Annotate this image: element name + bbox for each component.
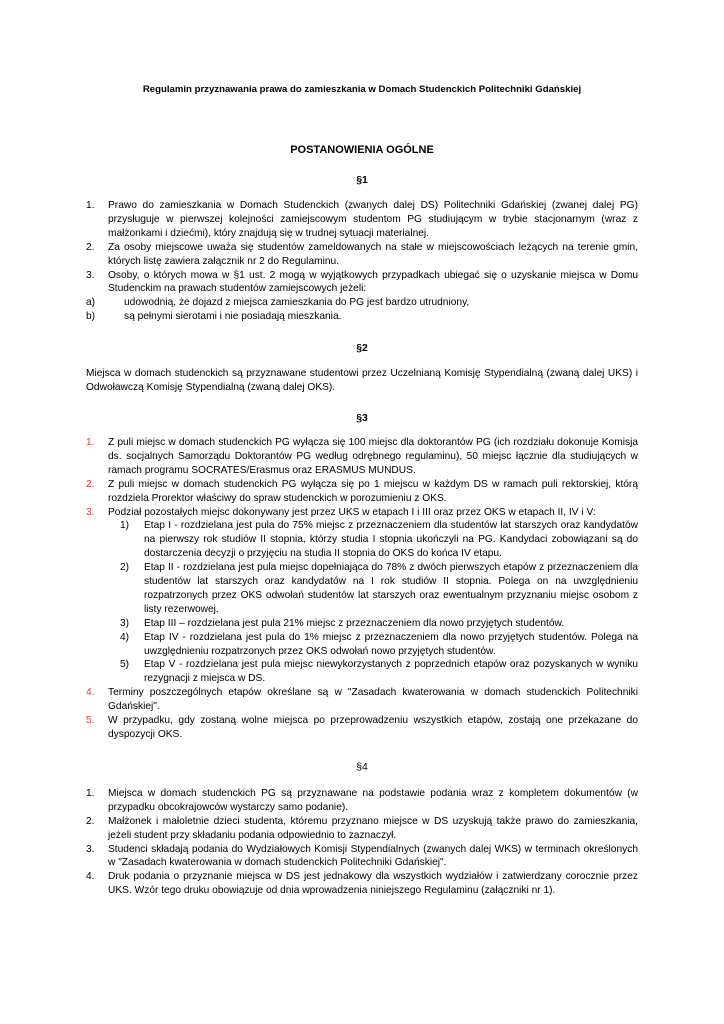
- item-text: Studenci składają podania do Wydziałowych Komisji Stypendialnych (zwanych dalej WKS) w terminach określonych w "Zasadach kwaterowania w domach studenckich Politechniki Gdańskiej".: [108, 843, 638, 869]
- list-item: [86, 870, 638, 898]
- stage-number: 2): [120, 562, 130, 574]
- sub-item: [86, 296, 638, 310]
- sub-item-text: są pełnymi sierotami i nie posiadają mieszkania.: [124, 311, 342, 323]
- list-item: [86, 199, 638, 241]
- stage-text: Etap II - rozdzielana jest pula miejsc dopełniająca do 78% z dwóch pierwszych etapów z przeznaczeniem dla studentów lat starszych oraz kandydatów na I rok studiów II stopnia. Polega on na uwzględnieniu rozpatrzonych przez OKS odwołań studentów lat starszych oraz ewentualnym przyznaniu miejsc osobom z listy rezerwowej.: [144, 562, 638, 615]
- list-item: [86, 815, 638, 843]
- item-text: Osoby, o których mowa w §1 ust. 2 mogą w wyjątkowych przypadkach ubiegać się o uzyskanie miejsca w Domu Studenckim na prawach studentów zamiejscowych jeżeli:: [108, 269, 638, 295]
- section-heading: POSTANOWIENIA OGÓLNE: [290, 144, 434, 156]
- stage-number: 5): [120, 659, 130, 671]
- sub-item: [86, 310, 638, 324]
- list-item: [86, 436, 638, 478]
- item-number: 1.: [86, 436, 95, 448]
- sub-item-text: udowodnią, że dojazd z miejsca zamieszkania do PG jest bardzo utrudniony,: [124, 297, 470, 309]
- paragraph-mark-1: §1: [356, 175, 368, 186]
- stage-number: 4): [120, 631, 130, 643]
- paragraph-mark-4: §4: [356, 761, 368, 773]
- paragraph-mark-3: §3: [356, 412, 368, 424]
- s2-text: Miejsca w domach studenckich są przyznawane studentowi przez Uczelnianą Komisję Stypendialną (zwaną dalej UKS) i Odwoławczą Komisję Stypendialną (zwaną dalej OKS).: [86, 368, 638, 394]
- document-title: Regulamin przyznawania prawa do zamieszkania w Domach Studenckich Politechniki Gdańskiej: [142, 84, 582, 95]
- item-text: Druk podania o przyznanie miejsca w DS jest jednakowy dla wszystkich wydziałów i zatwierdzany corocznie przez UKS. Wzór tego druku obowiązuje od dnia wprowadzenia niniejszego Regulaminu (załączniki nr 1).: [108, 871, 638, 897]
- item-text: Podział pozostałych miejsc dokonywany jest przez UKS w etapach I i III oraz przez OKS w etapach II, IV i V:: [108, 506, 596, 518]
- stage-item: [86, 658, 638, 686]
- item-text: Za osoby miejscowe uważa się studentów zameldowanych na stałe w miejscowościach leżących na terenie gmin, których listę zawiera załącznik nr 2 do Regulaminu.: [108, 241, 638, 267]
- list-item: [86, 241, 638, 269]
- stage-text: Etap V - rozdzielana jest pula miejsc niewykorzystanych z poprzednich etapów oraz pozyskanych w wyniku rezygnacji z miejsca w DS.: [144, 659, 638, 685]
- item-text: Miejsca w domach studenckich PG są przyznawane na podstawie podania wraz z kompletem dokumentów (w przypadku obcokrajowców wystarczy samo podanie).: [108, 787, 638, 813]
- list-item: [86, 506, 638, 520]
- stage-text: Etap III – rozdzielana jest pula 21% miejsc z przeznaczeniem dla nowo przyjętych studentów.: [144, 617, 565, 629]
- stage-number: 3): [120, 617, 130, 629]
- item-text: Z puli miejsc w domach studenckich PG wyłącza się po 1 miejscu w każdym DS w ramach puli rektorskiej, którą rozdziela Prorektor właściwy do spraw studenckich w porozumieniu z OKS.: [108, 478, 638, 504]
- paragraph-mark-2: §2: [356, 343, 368, 355]
- sub-item-letter: b): [86, 311, 96, 323]
- item-text: Terminy poszczególnych etapów określane są w "Zasadach kwaterowania w domach studenckich Politechniki Gdańskiej".: [108, 687, 638, 713]
- stage-item: [86, 561, 638, 617]
- item-text: Prawo do zamieszkania w Domach Studenckich (zwanych dalej DS) Politechniki Gdańskiej (zwanej dalej PG) przysługuje w pierwszej kolejności zamiejscowym studentom PG studiującym w trybie stacjonarnym (wraz z małżonkami i dziećmi), który znajdują się w trudnej sytuacji materialnej.: [108, 200, 638, 239]
- stage-item: [86, 617, 638, 631]
- list-item: [86, 478, 638, 506]
- s1-list: [86, 199, 638, 324]
- item-text: Z puli miejsc w domach studenckich PG wyłącza się 100 miejsc dla doktorantów PG (ich rozdziału dokonuje Komisja ds. socjalnych Samorządu Doktorantów PG według odrębnego regulaminu), 50 miejsc łącznie dla studiujących w ramach programu SOCRATES/Erasmus oraz ERASMUS MUNDUS.: [108, 436, 638, 476]
- sub-item-letter: a): [86, 297, 96, 309]
- item-number: 1.: [86, 787, 95, 799]
- item-text: Małżonek i małoletnie dzieci studenta, któremu przyznano miejsce w DS uzyskują także prawo do zamieszkania, jeżeli student przy składaniu podania odpowiednio to zaznaczył.: [108, 815, 638, 841]
- list-item: [86, 269, 638, 297]
- stage-number: 1): [120, 520, 130, 532]
- item-number: 2.: [86, 241, 95, 253]
- item-number: 1.: [86, 200, 95, 211]
- s3-list: [86, 436, 638, 742]
- item-number: 4.: [86, 871, 95, 883]
- item-number: 2.: [86, 478, 95, 490]
- s4-list: [86, 787, 638, 898]
- list-item: [86, 843, 638, 871]
- stage-text: Etap IV - rozdzielana jest pula do 1% miejsc z przeznaczeniem dla nowo przyjętych studentów. Polega na uwzględnieniu rozpatrzonych przez OKS odwołań nowo przyjętych studentów.: [144, 631, 638, 657]
- list-item: [86, 686, 638, 714]
- item-number: 3.: [86, 506, 95, 518]
- item-number: 4.: [86, 687, 95, 699]
- stage-text: Etap I - rozdzielana jest pula do 75% miejsc z przeznaczeniem dla studentów lat starszych oraz kandydatów na pierwszy rok studiów II stopnia, którzy studia I stopnia ukończyli na PG. Kandydaci zobowiązani są do dostarczenia decyzji o przyjęciu na studia II stopnia do OKS do końca IV etapu.: [144, 520, 638, 560]
- item-number: 3.: [86, 269, 95, 281]
- item-number: 3.: [86, 843, 95, 855]
- item-number: 5.: [86, 715, 95, 727]
- list-item: [86, 787, 638, 815]
- item-number: 2.: [86, 815, 95, 827]
- stage-item: [86, 631, 638, 659]
- stage-item: [86, 519, 638, 561]
- list-item: [86, 714, 638, 742]
- item-text: W przypadku, gdy zostaną wolne miejsca po przeprowadzeniu wszystkich etapów, zostają one przekazane do dyspozycji OKS.: [108, 715, 638, 740]
